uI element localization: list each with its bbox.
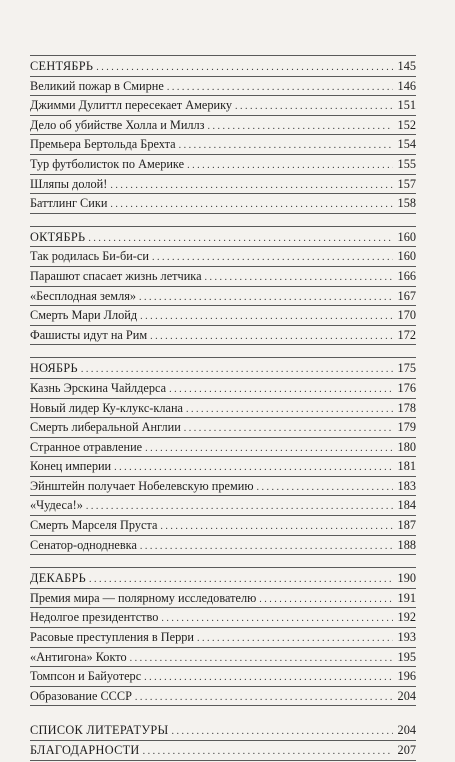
toc-entry [30,247,416,266]
table-of-contents [30,55,416,761]
toc-heading [30,721,416,740]
toc-entry [30,477,416,496]
toc-entry-page: 166 [397,268,416,283]
toc-entry-page: 191 [397,590,416,605]
toc-entry [30,326,416,345]
dot-leader [161,610,393,629]
toc-entry-title: Премьера Бертольда Брехта [30,137,176,152]
toc-heading-title: НОЯБРЬ [30,361,78,376]
toc-entry-title: Томпсон и Байуотерс [30,669,142,684]
toc-entry-title: Смерть Мари Ллойд [30,308,138,323]
toc-entry-page: 160 [397,249,416,264]
dot-leader [152,249,393,268]
dot-leader [172,723,393,742]
toc-entry-page: 195 [397,649,416,664]
toc-entry-title: Фашисты идут на Рим [30,327,148,342]
dot-leader [187,157,393,176]
toc-heading-page: 160 [397,229,416,244]
dot-leader [184,420,393,439]
section-rule [30,567,416,568]
dot-leader [114,459,393,478]
toc-heading [30,359,416,378]
toc-section-december [30,567,416,706]
toc-heading-page: 190 [397,571,416,586]
toc-entry-page: 181 [397,459,416,474]
dot-leader [140,308,393,327]
toc-entry-title: Недолгое президентство [30,610,159,625]
dot-leader [167,79,393,98]
toc-heading-page: 204 [397,723,416,738]
toc-heading-title: БЛАГОДАРНОСТИ [30,743,140,757]
dot-leader [86,498,393,517]
toc-entry-page: 184 [397,498,416,513]
dot-leader [143,743,393,762]
toc-entry [30,418,416,437]
toc-entry-title: Смерть либеральной Англии [30,420,181,435]
toc-entry-title: «Чудеса!» [30,498,83,513]
dot-leader [208,118,393,137]
toc-entry [30,438,416,457]
toc-entry-page: 151 [397,98,416,113]
toc-entry [30,135,416,154]
toc-entry-title: Сенатор-однодневка [30,537,137,552]
toc-entry [30,287,416,306]
toc-heading-page: 207 [397,743,416,757]
toc-entry [30,608,416,627]
toc-entry-title: Парашют спасает жизнь летчика [30,268,202,283]
dot-leader [130,650,393,669]
toc-entry-title: Странное отравление [30,439,143,454]
toc-entry-page: 179 [397,420,416,435]
dot-leader [81,361,393,380]
toc-entry [30,116,416,135]
toc-section-september [30,55,416,214]
toc-section-october [30,226,416,346]
toc-heading-title: СПИСОК ЛИТЕРАТУРЫ [30,723,169,738]
dot-leader [259,591,393,610]
toc-entry-title: Великий пожар в Смирне [30,78,164,93]
toc-entry-page: 193 [397,630,416,645]
toc-entry [30,267,416,286]
dot-leader [150,328,393,347]
toc-entry-page: 155 [397,156,416,171]
toc-entry [30,589,416,608]
toc-entry-title: Смерть Марселя Пруста [30,518,158,533]
toc-entry-title: Тур футболисток по Америке [30,156,185,171]
toc-entry [30,155,416,174]
toc-heading [30,57,416,76]
toc-entry-page: 152 [397,117,416,132]
dot-leader [235,98,393,117]
dot-leader [139,289,393,308]
toc-entry-page: 180 [397,439,416,454]
dot-leader [140,538,393,557]
toc-entry-page: 188 [397,537,416,552]
toc-entry-page: 204 [397,688,416,703]
toc-entry [30,194,416,213]
toc-entry-title: «Бесплодная земля» [30,288,137,303]
dot-leader [179,137,393,156]
toc-entry [30,399,416,418]
toc-entry-title: Джимми Дулиттл пересекает Америку [30,98,233,113]
toc-entry-page: 172 [397,327,416,342]
toc-entry [30,379,416,398]
toc-entry [30,175,416,194]
toc-heading-page: 145 [397,59,416,73]
toc-entry-page: 154 [397,137,416,152]
toc-entry-title: Баттлинг Сики [30,196,108,211]
toc-section-back-matter [30,721,416,760]
toc-heading-title: СЕНТЯБРЬ [30,59,94,73]
toc-entry-page: 196 [397,669,416,684]
dot-leader [257,479,393,498]
toc-heading-title: ОКТЯБРЬ [30,229,86,244]
toc-entry-title: Премия мира — полярному исследователю [30,590,257,605]
dot-leader [145,440,393,459]
dot-leader [197,630,393,649]
toc-entry-page: 146 [397,78,416,93]
toc-heading [30,569,416,588]
dot-leader [110,177,393,196]
toc-section-november [30,357,416,555]
toc-entry [30,496,416,515]
toc-entry [30,628,416,647]
section-rule [30,226,416,227]
toc-entry-page: 183 [397,478,416,493]
dot-leader [169,381,393,400]
toc-entry-page: 170 [397,308,416,323]
toc-entry [30,77,416,96]
dot-leader [88,230,393,249]
toc-entry [30,96,416,115]
toc-heading-page: 175 [397,361,416,376]
dot-leader [89,571,393,590]
toc-entry-page: 158 [397,196,416,211]
dot-leader [160,518,393,537]
dot-leader [96,59,393,78]
toc-entry-title: «Антигона» Кокто [30,649,127,664]
toc-heading-title: ДЕКАБРЬ [30,571,87,586]
toc-entry [30,648,416,667]
toc-entry [30,516,416,535]
dot-leader [110,196,393,215]
toc-entry-page: 187 [397,518,416,533]
dot-leader [205,269,393,288]
toc-heading [30,228,416,247]
section-rule [30,357,416,358]
dot-leader [144,669,393,688]
dot-leader [186,401,393,420]
toc-entry [30,667,416,686]
toc-entry-page: 157 [397,176,416,191]
toc-entry-page: 167 [397,288,416,303]
section-rule [30,55,416,56]
toc-entry-page: 178 [397,400,416,415]
toc-entry-title: Образование СССР [30,688,132,703]
toc-entry-title: Дело об убийстве Холла и Миллз [30,117,205,132]
toc-entry [30,306,416,325]
toc-entry-title: Казнь Эрскина Чайлдерса [30,380,167,395]
toc-entry-page: 192 [397,610,416,625]
toc-entry-title: Новый лидер Ку-клукс-клана [30,400,184,415]
toc-entry-title: Эйнштейн получает Нобелевскую премию [30,478,254,493]
toc-entry [30,687,416,706]
toc-entry-title: Так родилась Би-би-си [30,249,149,264]
toc-entry [30,457,416,476]
toc-entry-title: Шляпы долой! [30,176,108,191]
toc-heading [30,741,416,760]
toc-entry [30,536,416,555]
toc-entry-title: Конец империи [30,459,112,474]
toc-entry-page: 176 [397,380,416,395]
toc-entry-title: Расовые преступления в Перри [30,630,194,645]
dot-leader [135,689,393,708]
